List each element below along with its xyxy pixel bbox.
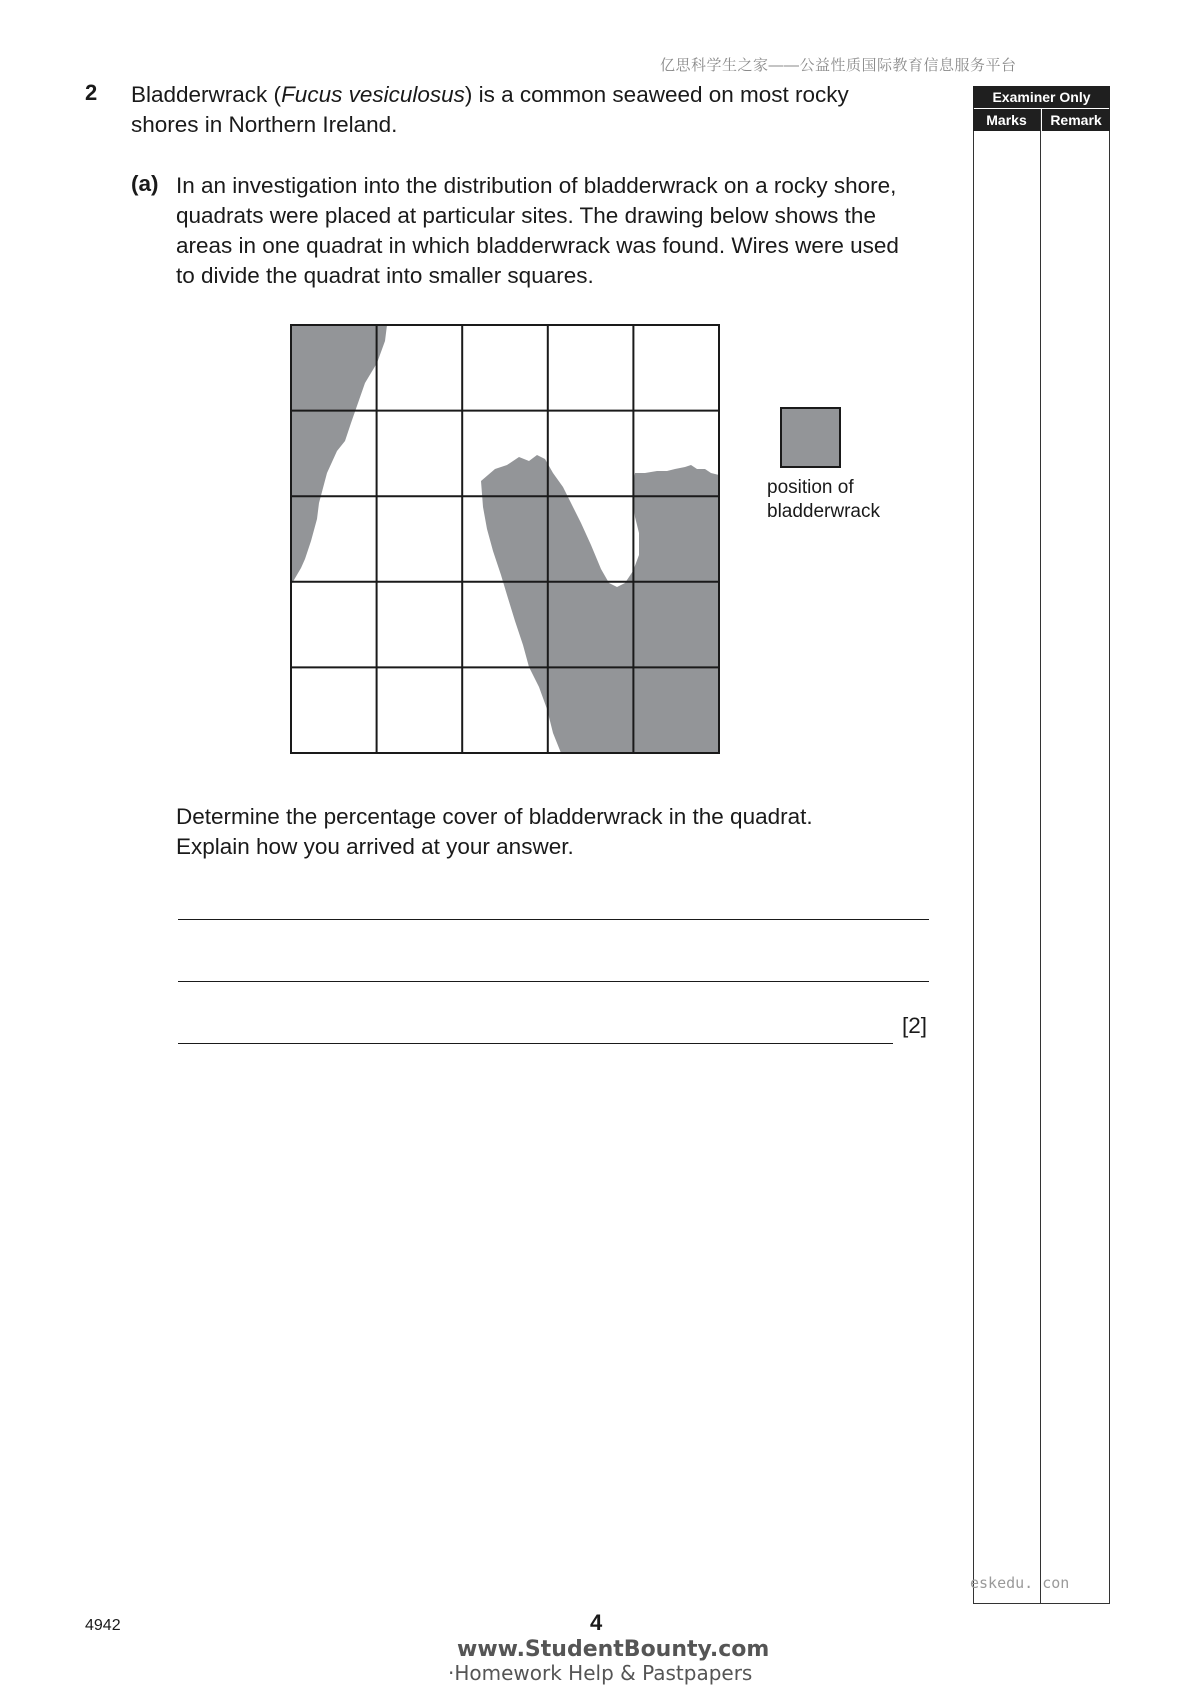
task-text (176, 802, 936, 862)
part-text: In an investigation into the distribution of bladderwrack on a rocky shore, quadrats were placed at particular sites. The drawing below shows the areas in one quadrat in which bladderwrack was found. Wires were used to divide the quadrat into smaller squares. (176, 173, 899, 288)
answer-line[interactable] (178, 919, 929, 920)
quadrat-figure (289, 323, 721, 755)
page-number: 4 (590, 1610, 603, 1635)
species-name: Fucus vesiculosus (281, 82, 465, 107)
footer-site-watermark: www.StudentBounty.com (457, 1637, 770, 1662)
examiner-title: Examiner Only (973, 86, 1110, 108)
header-watermark: 亿思科学生之家——公益性质国际教育信息服务平台 (660, 57, 1017, 74)
bladderwrack-patch-center (481, 455, 719, 753)
bladderwrack-patches (291, 325, 719, 753)
legend-label-line1: position of (767, 477, 854, 498)
stem-before: Bladderwrack ( (131, 82, 282, 107)
question-stem (131, 80, 921, 140)
task-line2: Explain how you arrived at your answer. (176, 834, 574, 859)
examiner-marks-header: Marks (973, 109, 1040, 131)
task-line1: Determine the percentage cover of bladderwrack in the quadrat. (176, 804, 813, 829)
legend-label (767, 476, 927, 524)
examiner-column-divider (1040, 109, 1041, 1604)
side-watermark: eskedu. con (970, 1574, 1070, 1592)
examiner-box (973, 86, 1110, 1604)
stem-after: ) is a common seaweed on most rocky shores in Northern Ireland. (131, 82, 849, 137)
paper-code: 4942 (85, 1617, 121, 1634)
legend-label-line2: bladderwrack (767, 501, 880, 522)
question-number: 2 (85, 80, 98, 105)
examiner-remark-header: Remark (1042, 109, 1110, 131)
answer-line[interactable] (178, 981, 929, 982)
answer-line[interactable] (178, 1043, 893, 1044)
bladderwrack-patch-left (291, 325, 387, 585)
legend-swatch (780, 407, 842, 469)
marks-allocation: [2] (902, 1013, 928, 1038)
part-label: (a) (131, 171, 159, 196)
footer-tagline-watermark: ·Homework Help & Pastpapers (448, 1661, 753, 1685)
